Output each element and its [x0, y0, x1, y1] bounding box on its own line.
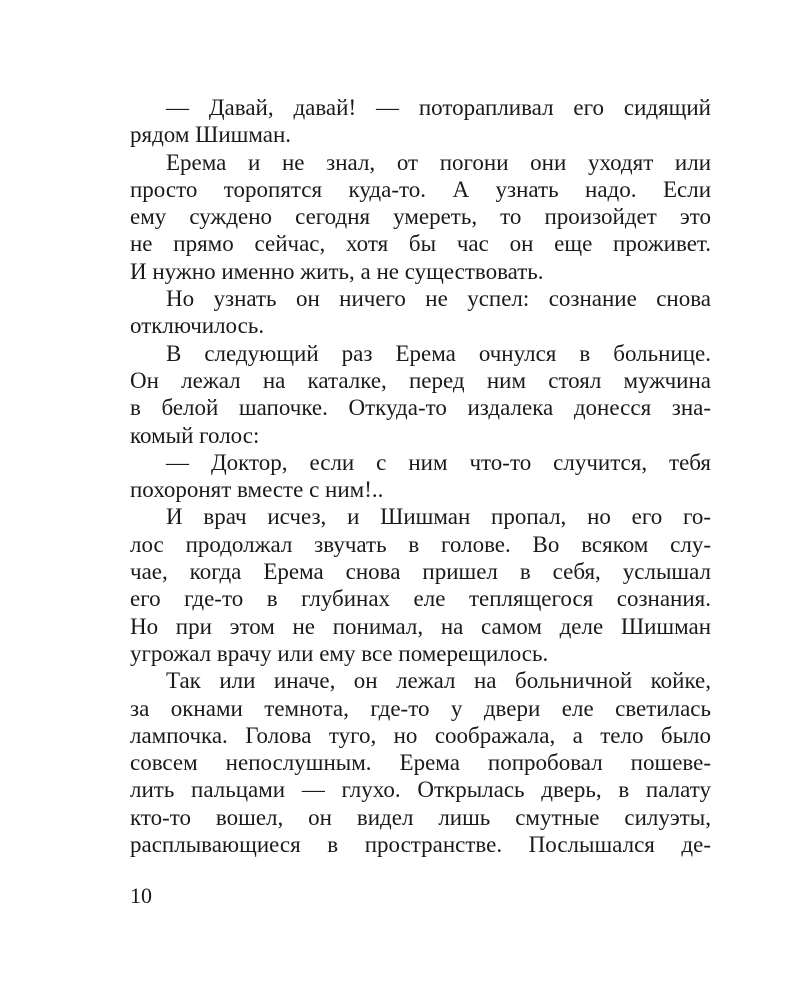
paragraph — [130, 340, 711, 449]
page-number: 10 — [130, 883, 152, 908]
text-line: лампочка. Голова туго, но соображала, а тело было — [130, 722, 711, 748]
text-line: Он лежал на каталке, перед ним стоял мужчина — [130, 367, 711, 393]
paragraph — [130, 667, 711, 858]
text-line: в белой шапочке. Откуда-то издалека донесся зна- — [130, 395, 711, 421]
text-line: не прямо сейчас, хотя бы час он еще проживет. — [130, 231, 711, 257]
paragraph — [130, 94, 711, 149]
text-line: кто-то вошел, он видел лишь смутные силуэты, — [130, 804, 711, 830]
paragraph — [130, 503, 711, 667]
text-line: Но при этом не понимал, на самом деле Шишман — [130, 613, 711, 639]
paragraph — [130, 285, 711, 340]
text-line: лить пальцами — глухо. Открылась дверь, в палату — [130, 777, 711, 803]
body-text — [130, 94, 711, 858]
text-line: — Давай, давай! — поторапливал его сидящий — [166, 95, 711, 120]
text-line: Но узнать он ничего не успел: сознание снова — [166, 286, 711, 312]
paragraph — [130, 449, 711, 504]
text-line: похоронят вместе с ним!.. — [130, 477, 384, 503]
text-line: за окнами темнота, где-то у двери еле светилась — [130, 695, 711, 721]
text-line: его где-то в глубинах еле теплящегося сознания. — [130, 586, 711, 612]
text-line: В следующий раз Ерема очнулся в больнице. — [166, 340, 711, 366]
text-line: совсем непослушным. Ерема попробовал пошеве- — [130, 750, 711, 776]
paragraph — [130, 149, 711, 285]
text-line: чае, когда Ерема снова пришел в себя, услышал — [130, 559, 711, 585]
text-line: отключилось. — [130, 313, 265, 339]
text-line: И нужно именно жить, а не существовать. — [130, 258, 544, 284]
text-line: — Доктор, если с ним что-то случится, тебя — [166, 449, 711, 475]
text-line: Ерема и не знал, от погони они уходят или — [166, 149, 711, 175]
text-line: комый голос: — [130, 422, 260, 448]
text-line: Так или иначе, он лежал на больничной койке, — [166, 668, 711, 694]
text-line: ему суждено сегодня умереть, то произойдет это — [130, 204, 711, 230]
text-line: просто торопятся куда-то. А узнать надо. Если — [130, 176, 711, 202]
text-line: угрожал врачу или ему все померещилось. — [130, 640, 549, 666]
text-line: лос продолжал звучать в голове. Во всяком слу- — [130, 531, 711, 557]
text-line: рядом Шишман. — [130, 122, 292, 148]
text-line: расплывающиеся в пространстве. Послышался де- — [130, 832, 711, 858]
text-line: И врач исчез, и Шишман пропал, но его го- — [166, 504, 711, 530]
